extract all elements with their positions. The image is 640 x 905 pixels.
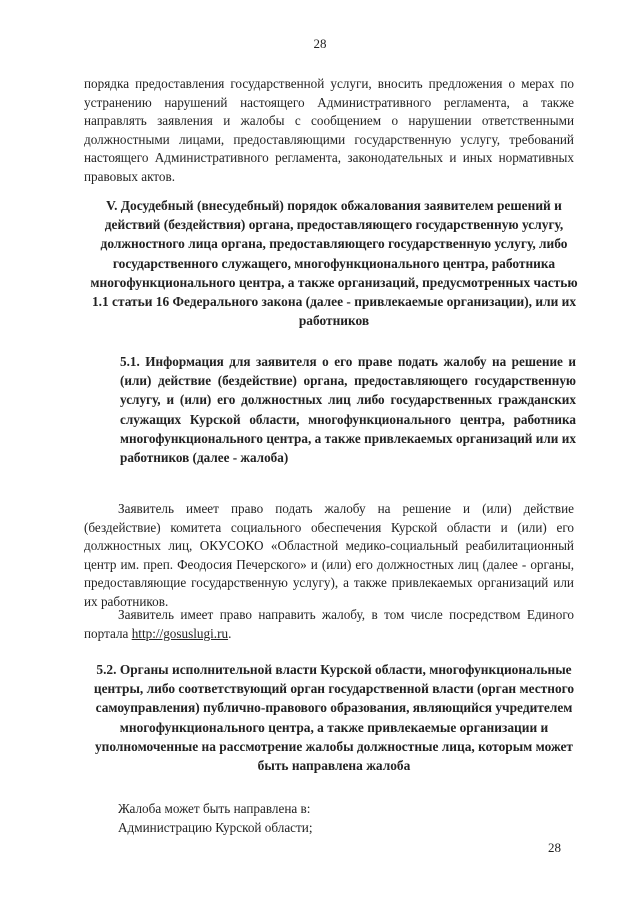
- page-number-top: 28: [313, 36, 327, 51]
- section-heading: V. Досудебный (внесудебный) порядок обжалования заявителем решений и действий (бездействия) органа, предоставляющего государственную услугу, должностного лица органа, предоставляющего государственную услугу, либо государственного служащего, многофункционального центра, работника многофункционального центра, а также организаций, предусмотренных частью 1.1 статьи 16 Федерального закона (далее - привлекаемые организации), или их работников: [90, 198, 578, 329]
- subsection-5-1: 5.1. Информация для заявителя о его праве подать жалобу на решение и (или) действие (бездействие) органа, предоставляющего государственную услугу, и (или) его должностных лиц либо государственных гражданских служащих Курской области, многофункционального центра, работника многофункционального центра, а также привлекаемых организаций или их работников (далее - жалоба): [120, 354, 576, 466]
- complaint-item-1: Администрацию Курской области;: [118, 820, 313, 835]
- subsection-5-2: 5.2. Органы исполнительной власти Курской области, многофункциональные центры, либо соответствующий орган государственной власти (орган местного самоуправления) публично-правового образования, являющийся учредителем многофункционального центра, а также привлекаемые организации и уполномоченные на рассмотрение жалобы должностные лица, которым может быть направлена жалоба: [93, 662, 575, 774]
- paragraph-portal-end: .: [228, 625, 232, 641]
- paragraph-right-to-complain: Заявитель имеет право подать жалобу на решение и (или) действие (бездействие) комитета социального обеспечения Курской области и (или) его должностных лиц, ОКУСОКО «Областной медико-социальный реабилитационный центр им. преп. Феодосия Печерского» и (или) его должностных лиц (далее - органы, предоставляющие государственную услугу), а также привлекаемых организаций или их работников.: [84, 501, 574, 609]
- complaint-intro: Жалоба может быть направлена в:: [118, 801, 311, 816]
- intro-paragraph: порядка предоставления государственной услуги, вносить предложения о мерах по устранению нарушений настоящего Административного регламента, а также направлять заявления и жалобы с сообщением о нарушении ответственными должностными лицами, предоставляющими государственную услугу, требований настоящего Административного регламента, законодательных и иных нормативных правовых актов.: [84, 76, 574, 184]
- portal-link[interactable]: http://gosuslugi.ru: [131, 625, 229, 641]
- page-number-bottom: 28: [548, 840, 561, 855]
- paragraph-portal: [84, 606, 574, 643]
- paragraph-portal-text: Заявитель имеет право направить жалобу, в том числе посредством Единого портала: [84, 607, 574, 641]
